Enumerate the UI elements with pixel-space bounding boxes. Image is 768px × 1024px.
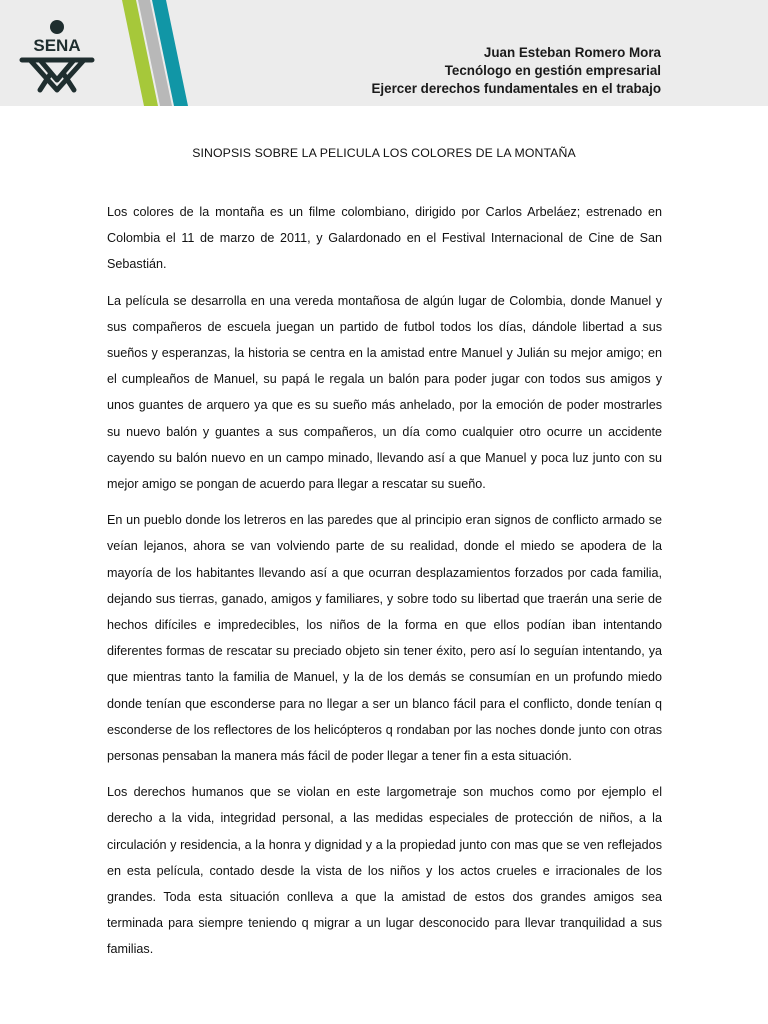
paragraph: Los derechos humanos que se violan en este largometraje son muchos como por ejemplo el derecho a la vida, integridad personal, a las medidas especiales de protección de niños, a la circulación y residencia, a la honra y dignidad y a la propiedad junto con mas que se ven reflejados en esta película, contado desde la vista de los niños y los actos crueles e irracionales de los grandes. Toda esta situación conlleva a que la amistad de estos dos grandes amigos sea terminada para siempre teniendo q migrar a un lugar desconocido para llevar tranquilidad a sus familias.: [107, 785, 662, 957]
course-name: Ejercer derechos fundamentales en el trabajo: [371, 81, 661, 96]
author-info: [281, 44, 661, 98]
document-title: SINOPSIS SOBRE LA PELICULA LOS COLORES DE LA MONTAÑA: [192, 146, 576, 160]
paragraph: La película se desarrolla en una vereda montañosa de algún lugar de Colombia, donde Manuel y sus compañeros de escuela juegan un partido de futbol todos los días, dándole libertad a sus sueños y esperanzas, la historia se centra en la amistad entre Manuel y Julián su mejor amigo; en el cumpleaños de Manuel, su papá le regala un balón para poder jugar con todos sus amigos y unos guantes de arquero ya que es su sueño más anhelado, por la emoción de poder mostrarles su nuevo balón y guantes a sus compañeros, un día como cualquier otro ocurre un accidente cayendo su balón nuevo en un campo minado, llevando así a que Manuel y poca luz junto con su mejor amigo se pongan de acuerdo para llegar a rescatar su sueño.: [107, 293, 662, 492]
paragraph: En un pueblo donde los letreros en las paredes que al principio eran signos de conflicto armado se veían lejanos, ahora se van volviendo parte de su realidad, donde el miedo se apodera de la mayoría de los habitantes llevando así a que ocurran desplazamientos forzados por cada familia, dejando sus tierras, ganado, amigos y familiares, y sobre todo su libertad que traerán una serie de hechos difíciles e impredecibles, los niños de la forma en que ellos podían iban intentando diferentes formas de rescatar su preciado objeto sin tener éxito, pero así lo seguían intentando, ya que mientras tanto la familia de Manuel, y la de los demás se consumían en un profundo miedo donde tenían que esconderse para no llegar a ser un blanco fácil para el conflicto, donde tenían q esconderse de los reflectores de los helicópteros q rondaban por las noches donde junto con otras personas pensaban la manera más fácil de poder llegar a tener fin a esta situación.: [107, 513, 662, 764]
document-body: [107, 199, 662, 973]
author-name: Juan Esteban Romero Mora: [483, 45, 661, 60]
paragraph: Los colores de la montaña es un filme colombiano, dirigido por Carlos Arbeláez; estrenado en Colombia el 11 de marzo de 2011, y Galardonado en el Festival Internacional de Cine de San Sebastián.: [107, 205, 662, 272]
logo-text: SENA: [33, 36, 81, 55]
program-name: Tecnólogo en gestión empresarial: [444, 63, 661, 78]
sena-logo-icon: [18, 18, 96, 94]
sena-logo: [18, 18, 96, 94]
